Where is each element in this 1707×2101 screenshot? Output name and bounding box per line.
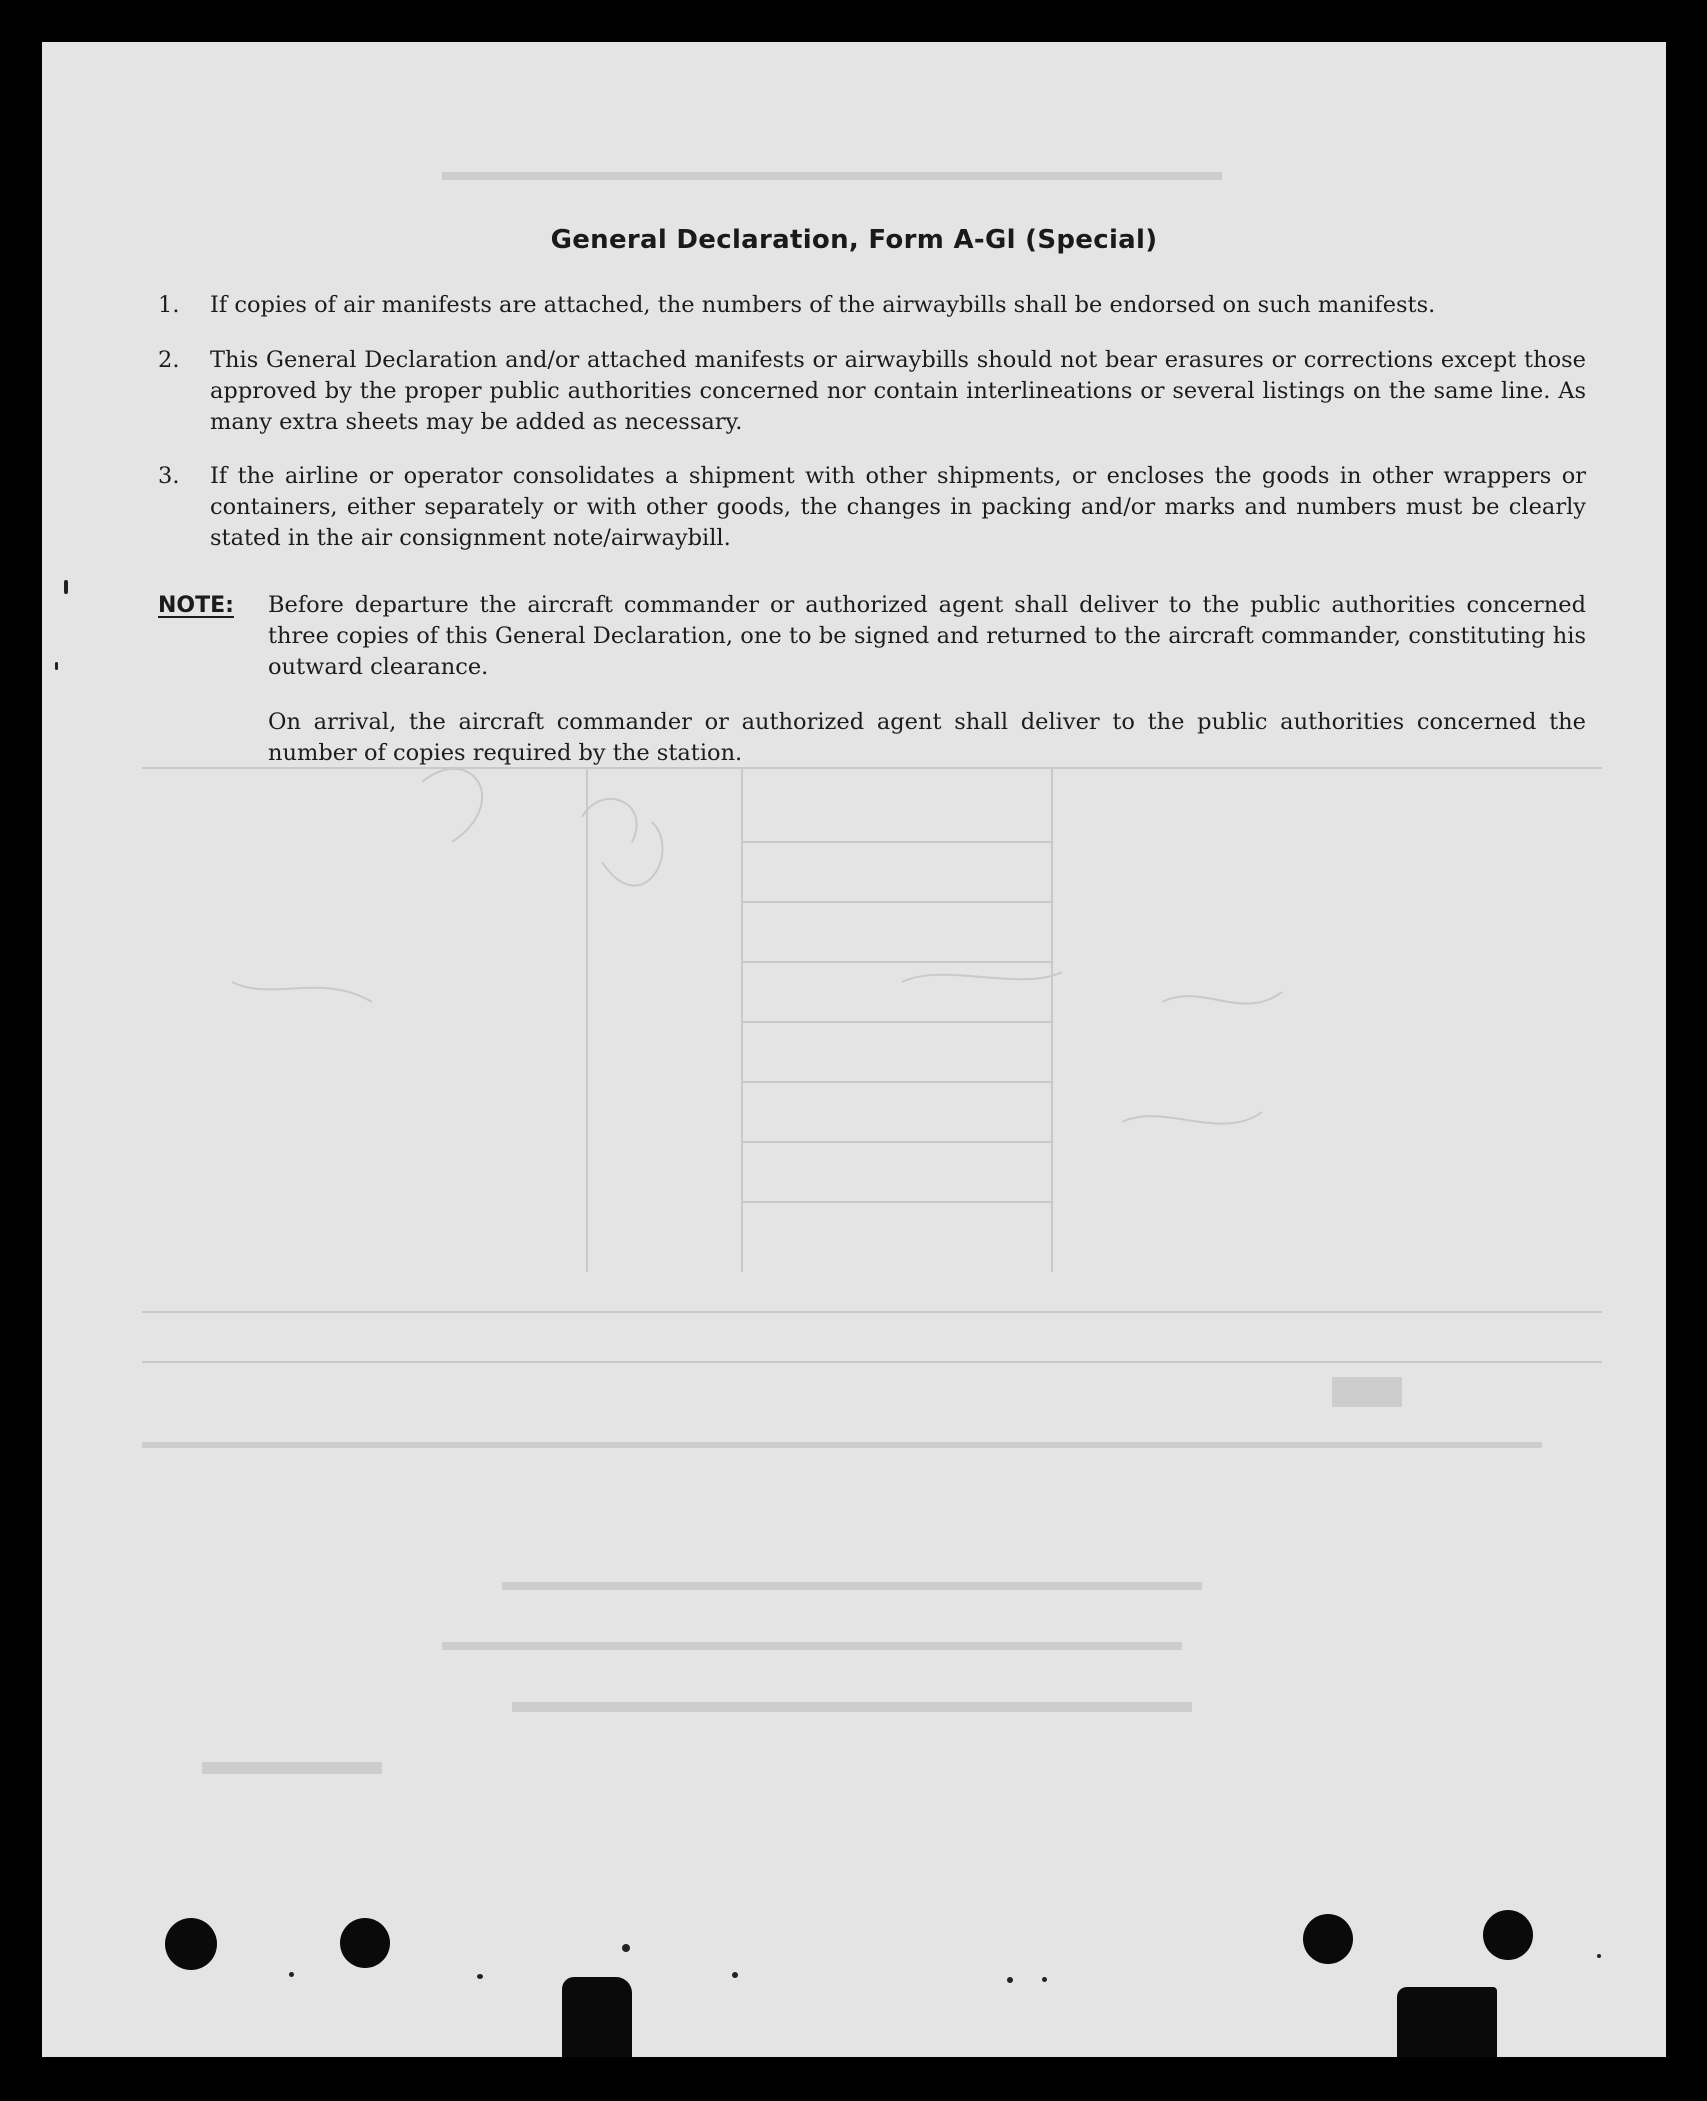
speck — [622, 1944, 630, 1952]
item-number: 1. — [158, 292, 180, 318]
punch-hole-left-2 — [340, 1918, 390, 1968]
instruction-item-1 — [158, 290, 1586, 321]
note-paragraph-2: On arrival, the aircraft commander or authorized agent shall deliver to the public authorities concerned the number of copies required by the station. — [268, 709, 1586, 766]
speck — [1042, 1977, 1047, 1982]
item-text: If the airline or operator consolidates a shipment with other shipments, or encloses the goods in other wrappers or containers, either separately or with other goods, the changes in packing and/or marks and numbers must be clearly stated in the air consignment note/airwaybill. — [210, 463, 1586, 551]
note-section — [158, 590, 1586, 769]
speck — [1597, 1954, 1601, 1958]
speck — [1007, 1977, 1013, 1983]
margin-mark — [64, 580, 68, 594]
punch-hole-right-1 — [1303, 1914, 1353, 1964]
item-number: 2. — [158, 347, 180, 373]
speck — [477, 1974, 483, 1979]
punch-hole-right-2 — [1483, 1910, 1533, 1960]
form-title: General Declaration, Form A-Gl (Special) — [550, 225, 1158, 255]
note-paragraph-1: Before departure the aircraft commander or authorized agent shall deliver to the public authorities concerned three copies of this General Declaration, one to be signed and returned to the aircraft commander, constituting his outward clearance. — [268, 592, 1586, 680]
item-text: If copies of air manifests are attached, the numbers of the airwaybills shall be endorsed on such manifests. — [210, 292, 1436, 318]
margin-mark — [55, 662, 58, 670]
punch-hole-left-1 — [165, 1918, 217, 1970]
note-label: NOTE: — [158, 593, 234, 618]
speck — [732, 1972, 738, 1978]
instruction-item-3 — [158, 461, 1586, 554]
item-text: This General Declaration and/or attached manifests or airwaybills should not bear erasures or corrections except those approved by the proper public authorities concerned nor contain interlineations or several listings on the same line. As many extra sheets may be added as necessary. — [210, 347, 1586, 435]
item-number: 3. — [158, 463, 180, 489]
document-page — [42, 42, 1666, 2057]
speck — [289, 1972, 294, 1977]
torn-edge-right — [1397, 1987, 1497, 2057]
torn-edge-left — [562, 1977, 632, 2057]
instruction-item-2 — [158, 345, 1586, 438]
